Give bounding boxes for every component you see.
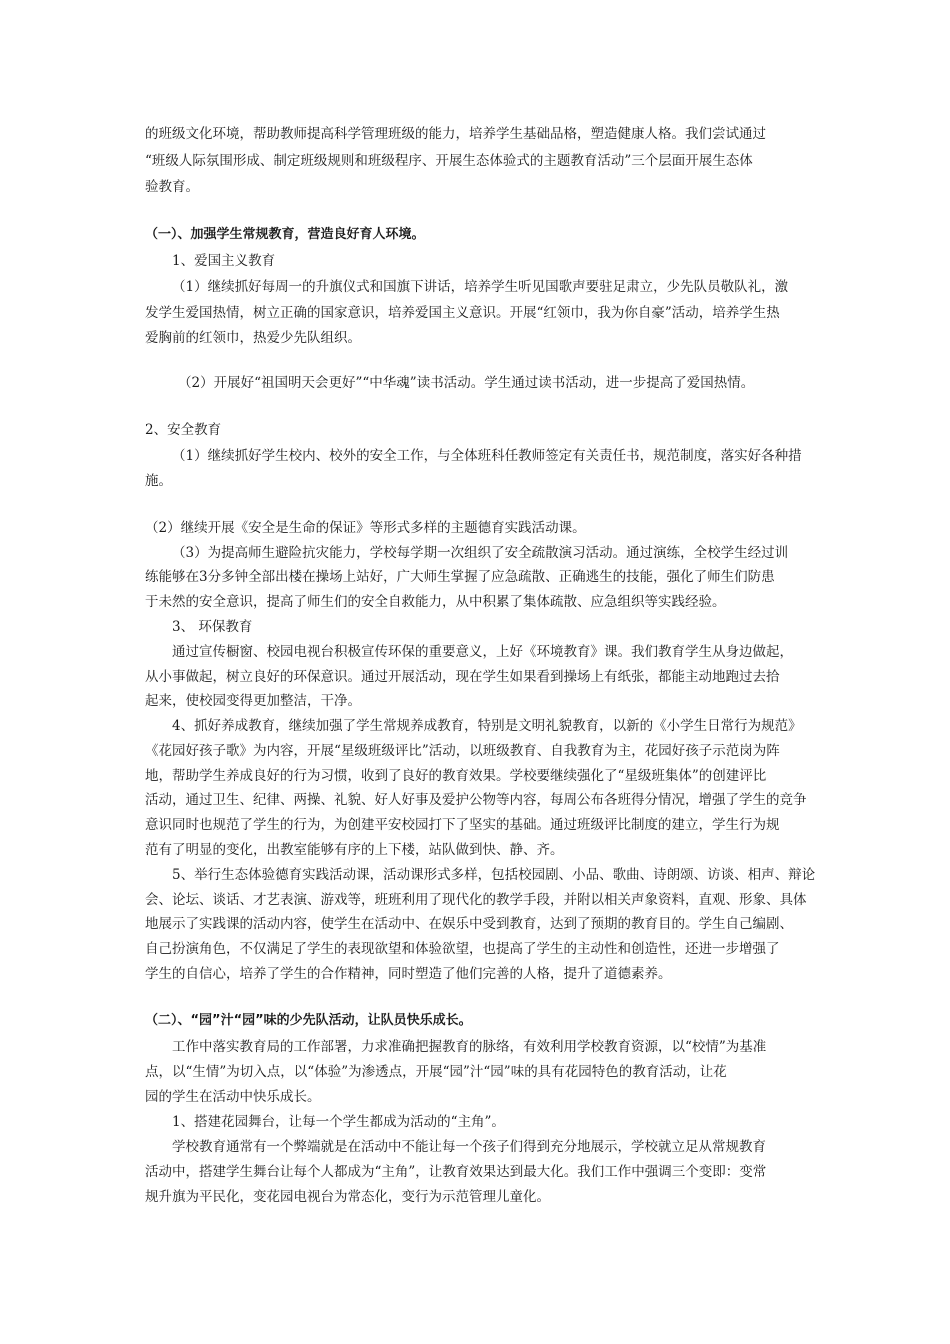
paragraph-line: 于未然的安全意识，提高了师生们的安全自救能力，从中积累了集体疏散、应急组织等实践经验。 bbox=[145, 594, 726, 610]
paragraph-line: 5、举行生态体验德育实践活动课，活动课形式多样，包括校园剧、小品、歌曲、诗朗颂、访谈、相声、辩论 bbox=[172, 867, 815, 883]
paragraph-line: 意识同时也规范了学生的行为，为创建平安校园打下了坚实的基础。通过班级评比制度的建立，学生行为规 bbox=[145, 817, 780, 833]
paragraph-line: 园的学生在活动中快乐成长。 bbox=[145, 1089, 321, 1105]
paragraph-line: （2）开展好“祖国明天会更好”“中华魂”读书活动。学生通过读书活动，进一步提高了爱国热情。 bbox=[178, 375, 755, 391]
paragraph-line: “班级人际氛围形成、制定班级规则和班级程序、开展生态体验式的主题教育活动”三个层面开展生态体 bbox=[145, 153, 753, 169]
subsection-heading: 3、 环保教育 bbox=[172, 619, 253, 635]
paragraph-line: 活动，通过卫生、纪律、两操、礼貌、好人好事及爱护公物等内容，每周公布各班得分情况，增强了学生的竞争 bbox=[145, 792, 807, 808]
paragraph-line: （3）为提高师生避险抗灾能力，学校每学期一次组织了安全疏散演习活动。通过演练，全校学生经过训 bbox=[172, 545, 789, 561]
subsection-heading: 2、安全教育 bbox=[145, 422, 222, 438]
paragraph-line: 通过宣传橱窗、校园电视台积极宣传环保的重要意义，上好《环境教育》课。我们教育学生从身边做起， bbox=[172, 644, 793, 660]
paragraph-line: 会、论坛、谈话、才艺表演、游戏等，班班利用了现代化的教学手段，并附以相关声象资料，直观、形象、具体 bbox=[145, 892, 807, 908]
paragraph-line: 发学生爱国热情，树立正确的国家意识，培养爱国主义意识。开展“红领巾，我为你自豪”活动，培养学生热 bbox=[145, 305, 780, 321]
paragraph-line: 4、抓好养成教育，继续加强了学生常规养成教育，特别是文明礼貌教育，以新的《小学生日常行为规范》 bbox=[172, 718, 802, 734]
paragraph-line: 点，以“生情”为切入点，以“体验”为渗透点，开展“园”汁“园”味的具有花园特色的教育活动，让花 bbox=[145, 1064, 727, 1080]
paragraph-line: 地展示了实践课的活动内容，使学生在活动中、在娱乐中受到教育，达到了预期的教育目的。学生自己编剧、 bbox=[145, 916, 793, 932]
paragraph-line: 工作中落实教育局的工作部署，力求准确把握教育的脉络，有效利用学校教育资源，以“校情”为基准 bbox=[172, 1039, 767, 1055]
section-heading: （二）、“园”汁“园”味的少先队活动，让队员快乐成长。 bbox=[145, 1013, 472, 1028]
paragraph-line: （1）继续抓好学生校内、校外的安全工作，与全体班科任教师签定有关责任书，规范制度，落实好各种措 bbox=[172, 448, 802, 464]
paragraph-line: 范有了明显的变化，出教室能够有序的上下楼，站队做到快、静、齐。 bbox=[145, 842, 564, 858]
paragraph-line: （1）继续抓好每周一的升旗仪式和国旗下讲话，培养学生听见国歌声要驻足肃立，少先队员敬队礼，激 bbox=[172, 279, 789, 295]
paragraph-line: 的班级文化环境，帮助教师提高科学管理班级的能力，培养学生基础品格，塑造健康人格。我们尝试通过 bbox=[145, 126, 766, 142]
paragraph-line: 施。 bbox=[145, 473, 172, 489]
paragraph-line: 自己扮演角色，不仅满足了学生的表现欲望和体验欲望，也提高了学生的主动性和创造性，还进一步增强了 bbox=[145, 941, 780, 957]
paragraph-line: 爱胸前的红领巾，热爱少先队组织。 bbox=[145, 330, 361, 346]
paragraph-line: 学校教育通常有一个弊端就是在活动中不能让每一个孩子们得到充分地展示，学校就立足从常规教育 bbox=[172, 1139, 766, 1155]
subsection-heading: 1、爱国主义教育 bbox=[172, 253, 276, 269]
paragraph-line: 学生的自信心，培养了学生的合作精神，同时塑造了他们完善的人格，提升了道德素养。 bbox=[145, 966, 672, 982]
paragraph-line: 规升旗为平民化，变花园电视台为常态化，变行为示范管理儿童化。 bbox=[145, 1189, 550, 1205]
paragraph-line: 从小事做起，树立良好的环保意识。通过开展活动，现在学生如果看到操场上有纸张，都能主动地跑过去拾 bbox=[145, 669, 780, 685]
paragraph-line: 活动中，搭建学生舞台让每个人都成为“主角”，让教育效果达到最大化。我们工作中强调三个变即：变常 bbox=[145, 1164, 767, 1180]
section-heading: （一）、加强学生常规教育，营造良好育人环境。 bbox=[145, 227, 425, 242]
paragraph-line: （2）继续开展《安全是生命的保证》等形式多样的主题德育实践活动课。 bbox=[145, 520, 586, 536]
paragraph-line: 验教育。 bbox=[145, 179, 199, 195]
paragraph-line: 《花园好孩子歌》为内容，开展“星级班级评比”活动，以班级教育、自我教育为主，花园好孩子示范岗为阵 bbox=[145, 743, 780, 759]
paragraph-line: 练能够在3分多钟全部出楼在操场上站好，广大师生掌握了应急疏散、正确逃生的技能，强化了师生们防患 bbox=[145, 569, 775, 585]
subsection-heading: 1、搭建花园舞台，让每一个学生都成为活动的“主角”。 bbox=[172, 1114, 505, 1130]
paragraph-line: 地，帮助学生养成良好的行为习惯，收到了良好的教育效果。学校要继续强化了“星级班集体”的创建评比 bbox=[145, 768, 767, 784]
paragraph-line: 起来，使校园变得更加整洁，干净。 bbox=[145, 693, 361, 709]
